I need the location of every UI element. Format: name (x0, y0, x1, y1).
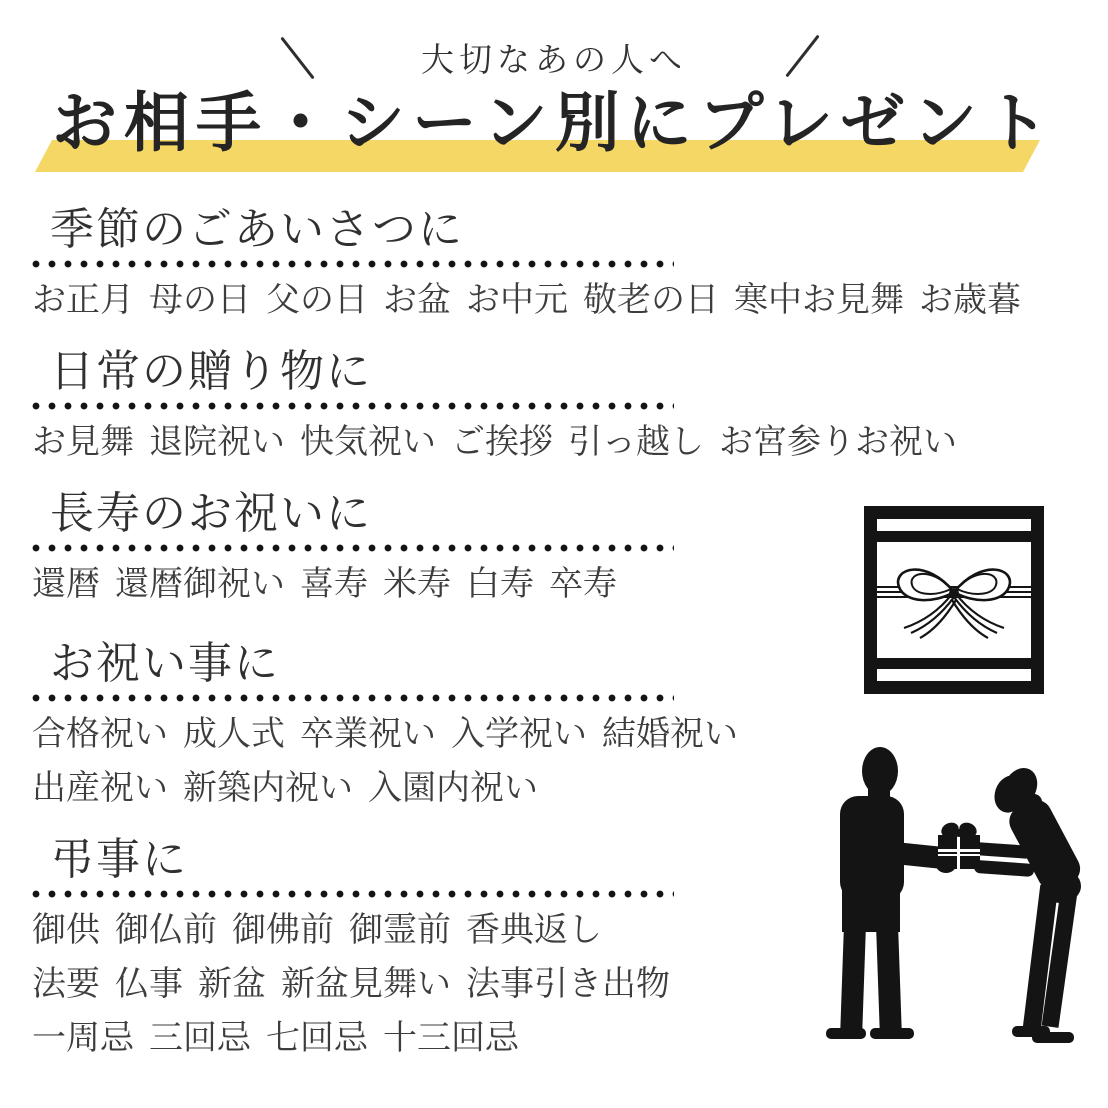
occasion-item: 退院祝い (149, 424, 285, 461)
occasion-item: ご挨拶 (451, 424, 553, 461)
occasion-item: 御佛前 (232, 912, 334, 949)
gift-occasion-section (32, 490, 674, 612)
page-title: お相手・シーン別にプレゼント (51, 88, 1057, 160)
occasion-item: お見舞 (32, 424, 134, 461)
occasion-list-line (32, 1012, 674, 1066)
section-heading: 日常の贈り物に (50, 347, 372, 396)
occasion-list-line (32, 558, 674, 612)
man-silhouette (826, 747, 956, 1039)
occasion-item: 法要 (32, 966, 100, 1003)
occasion-item: お歳暮 (919, 282, 1021, 319)
occasion-item: 七回忌 (266, 1020, 368, 1057)
occasion-item: 仏事 (115, 966, 183, 1003)
gift-occasion-section (32, 640, 738, 816)
noshi-gift-icon (864, 506, 1044, 694)
occasion-item: 御供 (32, 912, 100, 949)
occasion-item: 出産祝い (32, 770, 168, 807)
occasion-item: 合格祝い (32, 716, 168, 753)
occasion-item: 新盆 (198, 966, 266, 1003)
occasion-item: 御霊前 (349, 912, 451, 949)
occasion-item: 入学祝い (451, 716, 587, 753)
occasion-list-line (32, 708, 738, 762)
dotted-divider (32, 890, 674, 898)
woman-silhouette (970, 762, 1086, 1043)
occasion-item: 白寿 (466, 566, 534, 603)
occasion-item: 御仏前 (115, 912, 217, 949)
occasion-item: お中元 (466, 282, 568, 319)
occasion-item: 卒寿 (549, 566, 617, 603)
occasion-item: 米寿 (383, 566, 451, 603)
gift-occasion-section (32, 206, 1021, 328)
occasion-item: 入園内祝い (368, 770, 538, 807)
occasion-item: 敬老の日 (583, 282, 719, 319)
dotted-divider (32, 694, 674, 702)
dotted-divider (32, 402, 674, 410)
section-heading: 長寿のお祝いに (50, 489, 372, 538)
section-heading: 弔事に (50, 835, 188, 884)
dotted-divider (32, 544, 674, 552)
occasion-item: 成人式 (183, 716, 285, 753)
gift-box (938, 820, 980, 869)
section-heading: 季節のごあいさつに (50, 205, 464, 254)
gift-occasion-section (32, 836, 674, 1066)
noshi-top-stripe (877, 531, 1031, 542)
occasion-list-line (32, 958, 674, 1012)
occasion-item: 一周忌 (32, 1020, 134, 1057)
occasion-list-line (32, 762, 738, 816)
occasion-item: 快気祝い (300, 424, 436, 461)
occasion-item: 寒中お見舞 (734, 282, 904, 319)
tagline: 大切なあの人へ (421, 43, 687, 79)
occasion-item: お正月 (32, 282, 134, 319)
occasion-item: 結婚祝い (602, 716, 738, 753)
gift-occasion-section (32, 348, 957, 470)
occasion-item: お宮参りお祝い (719, 424, 957, 461)
noshi-bottom-stripe (877, 658, 1031, 669)
occasion-item: 三回忌 (149, 1020, 251, 1057)
occasion-item: 新盆見舞い (281, 966, 451, 1003)
occasion-item: 香典返し (466, 912, 602, 949)
occasion-item: 新築内祝い (183, 770, 353, 807)
occasion-item: 法事引き出物 (466, 966, 670, 1003)
occasion-item: 卒業祝い (300, 716, 436, 753)
occasion-item: 引っ越し (568, 424, 704, 461)
occasion-item: 還暦 (32, 566, 100, 603)
occasion-item: 喜寿 (300, 566, 368, 603)
occasion-item: 還暦御祝い (115, 566, 285, 603)
section-heading: お祝い事に (50, 639, 280, 688)
gift-exchange-silhouette (818, 738, 1094, 1048)
occasion-item: 十三回忌 (383, 1020, 519, 1057)
dotted-divider (32, 260, 674, 268)
occasion-list-line (32, 274, 1021, 328)
occasion-item: 母の日 (149, 282, 251, 319)
occasion-list-line (32, 416, 957, 470)
occasion-list-line (32, 904, 674, 958)
occasion-item: お盆 (383, 282, 451, 319)
occasion-item: 父の日 (266, 282, 368, 319)
